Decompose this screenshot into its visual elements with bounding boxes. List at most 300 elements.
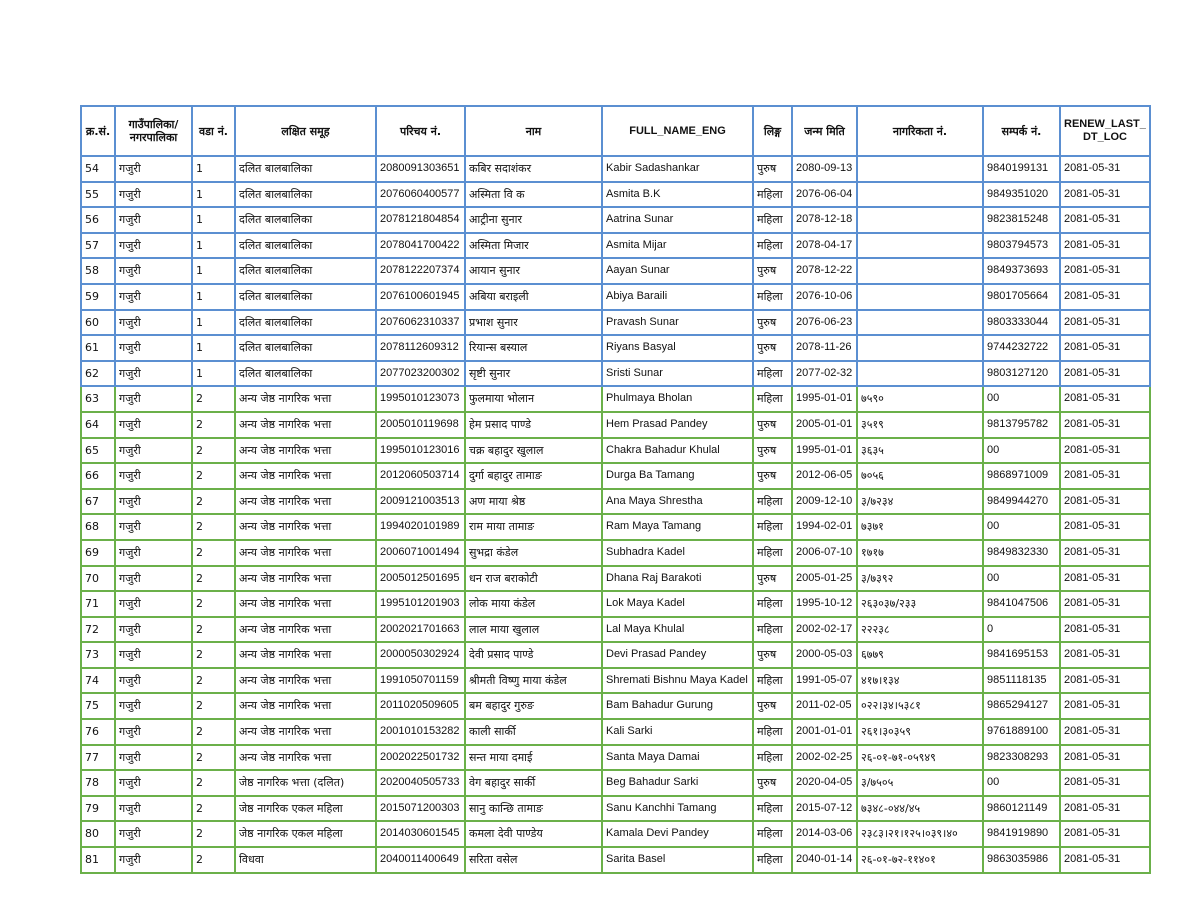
cell-name: अबिया बराइली: [465, 284, 602, 310]
cell-full-name-eng: Pravash Sunar: [602, 310, 753, 336]
cell-dob: 2014-03-06: [792, 821, 857, 847]
table-row: [81, 156, 1150, 182]
cell-id-no: 2001010153282: [376, 719, 465, 745]
cell-sn: 59: [81, 284, 115, 310]
table-row: [81, 719, 1150, 745]
cell-gender: महिला: [753, 745, 792, 771]
table-row: [81, 617, 1150, 643]
cell-name: आट्रीना सुनार: [465, 207, 602, 233]
cell-gender: महिला: [753, 540, 792, 566]
cell-full-name-eng: Ram Maya Tamang: [602, 514, 753, 540]
cell-target-group: जेष्ठ नागरिक एकल महिला: [235, 796, 376, 822]
cell-dob: 2078-04-17: [792, 233, 857, 259]
table-row: [81, 438, 1150, 464]
cell-contact-no: 9851118135: [983, 668, 1060, 694]
cell-municipality: गजुरी: [115, 617, 192, 643]
cell-name: काली सार्की: [465, 719, 602, 745]
cell-dob: 2011-02-05: [792, 693, 857, 719]
table-row: [81, 361, 1150, 387]
cell-sn: 80: [81, 821, 115, 847]
cell-name: कबिर सदाशंकर: [465, 156, 602, 182]
cell-full-name-eng: Sarita Basel: [602, 847, 753, 873]
cell-citizenship-no: ३५१९: [857, 412, 983, 438]
cell-citizenship-no: [857, 182, 983, 208]
cell-contact-no: 9863035986: [983, 847, 1060, 873]
cell-contact-no: 9849832330: [983, 540, 1060, 566]
cell-sn: 75: [81, 693, 115, 719]
cell-full-name-eng: Lok Maya Kadel: [602, 591, 753, 617]
cell-dob: 2012-06-05: [792, 463, 857, 489]
cell-id-no: 2005010119698: [376, 412, 465, 438]
cell-municipality: गजुरी: [115, 438, 192, 464]
cell-full-name-eng: Kali Sarki: [602, 719, 753, 745]
cell-gender: पुरुष: [753, 335, 792, 361]
cell-id-no: 2076060400577: [376, 182, 465, 208]
cell-full-name-eng: Dhana Raj Barakoti: [602, 566, 753, 592]
cell-ward: 1: [192, 182, 235, 208]
cell-full-name-eng: Lal Maya Khulal: [602, 617, 753, 643]
cell-citizenship-no: २६-०१-७१-०५९४९: [857, 745, 983, 771]
cell-sn: 70: [81, 566, 115, 592]
cell-sn: 74: [81, 668, 115, 694]
cell-contact-no: 00: [983, 514, 1060, 540]
cell-citizenship-no: [857, 258, 983, 284]
cell-full-name-eng: Bam Bahadur Gurung: [602, 693, 753, 719]
cell-dob: 2076-06-23: [792, 310, 857, 336]
cell-name: आयान सुनार: [465, 258, 602, 284]
cell-full-name-eng: Kamala Devi Pandey: [602, 821, 753, 847]
table-row: [81, 668, 1150, 694]
cell-name: लाल माया खुलाल: [465, 617, 602, 643]
col-header-sn: क्र.सं.: [81, 106, 115, 156]
cell-renew-date: 2081-05-31: [1060, 796, 1150, 822]
cell-name: लोक माया कंडेल: [465, 591, 602, 617]
cell-sn: 68: [81, 514, 115, 540]
cell-gender: पुरुष: [753, 642, 792, 668]
cell-gender: पुरुष: [753, 566, 792, 592]
cell-dob: 2006-07-10: [792, 540, 857, 566]
table-row: [81, 591, 1150, 617]
cell-gender: महिला: [753, 182, 792, 208]
cell-name: अस्मिता मिजार: [465, 233, 602, 259]
cell-gender: पुरुष: [753, 693, 792, 719]
cell-municipality: गजुरी: [115, 745, 192, 771]
cell-citizenship-no: [857, 361, 983, 387]
cell-target-group: अन्य जेष्ठ नागरिक भत्ता: [235, 463, 376, 489]
cell-citizenship-no: [857, 207, 983, 233]
cell-sn: 55: [81, 182, 115, 208]
cell-sn: 63: [81, 386, 115, 412]
cell-id-no: 2012060503714: [376, 463, 465, 489]
cell-ward: 2: [192, 642, 235, 668]
cell-ward: 2: [192, 489, 235, 515]
cell-full-name-eng: Hem Prasad Pandey: [602, 412, 753, 438]
cell-municipality: गजुरी: [115, 335, 192, 361]
cell-sn: 67: [81, 489, 115, 515]
cell-renew-date: 2081-05-31: [1060, 540, 1150, 566]
cell-municipality: गजुरी: [115, 156, 192, 182]
cell-contact-no: 9849351020: [983, 182, 1060, 208]
cell-renew-date: 2081-05-31: [1060, 335, 1150, 361]
cell-full-name-eng: Shremati Bishnu Maya Kadel: [602, 668, 753, 694]
cell-municipality: गजुरी: [115, 591, 192, 617]
cell-gender: महिला: [753, 821, 792, 847]
cell-gender: पुरुष: [753, 463, 792, 489]
cell-id-no: 2076062310337: [376, 310, 465, 336]
cell-renew-date: 2081-05-31: [1060, 719, 1150, 745]
cell-gender: महिला: [753, 207, 792, 233]
cell-id-no: 2002021701663: [376, 617, 465, 643]
cell-contact-no: 9868971009: [983, 463, 1060, 489]
cell-citizenship-no: ६७७९: [857, 642, 983, 668]
cell-id-no: 1995010123016: [376, 438, 465, 464]
cell-sn: 66: [81, 463, 115, 489]
cell-id-no: 2077023200302: [376, 361, 465, 387]
cell-dob: 2080-09-13: [792, 156, 857, 182]
cell-id-no: 2009121003513: [376, 489, 465, 515]
cell-gender: पुरुष: [753, 438, 792, 464]
cell-ward: 2: [192, 591, 235, 617]
cell-renew-date: 2081-05-31: [1060, 438, 1150, 464]
cell-full-name-eng: Beg Bahadur Sarki: [602, 770, 753, 796]
cell-ward: 2: [192, 514, 235, 540]
cell-name: राम माया तामाङ: [465, 514, 602, 540]
cell-contact-no: 9849944270: [983, 489, 1060, 515]
col-header-dob: जन्म मिति: [792, 106, 857, 156]
cell-municipality: गजुरी: [115, 668, 192, 694]
cell-citizenship-no: [857, 284, 983, 310]
cell-full-name-eng: Santa Maya Damai: [602, 745, 753, 771]
cell-id-no: 2015071200303: [376, 796, 465, 822]
table-row: [81, 745, 1150, 771]
cell-renew-date: 2081-05-31: [1060, 182, 1150, 208]
cell-name: कमला देवी पाण्डेय: [465, 821, 602, 847]
cell-municipality: गजुरी: [115, 847, 192, 873]
cell-name: वेग बहादुर सार्की: [465, 770, 602, 796]
cell-citizenship-no: ७३७१: [857, 514, 983, 540]
cell-citizenship-no: १७१७: [857, 540, 983, 566]
cell-name: धन राज बराकोटी: [465, 566, 602, 592]
cell-contact-no: 9823815248: [983, 207, 1060, 233]
cell-citizenship-no: २६१।३०३५९: [857, 719, 983, 745]
col-header-municipality: गाउँपालिका/ नगरपालिका: [115, 106, 192, 156]
cell-name: सन्त माया दमाई: [465, 745, 602, 771]
cell-target-group: अन्य जेष्ठ नागरिक भत्ता: [235, 514, 376, 540]
cell-target-group: दलित बालबालिका: [235, 207, 376, 233]
table-row: [81, 412, 1150, 438]
cell-target-group: अन्य जेष्ठ नागरिक भत्ता: [235, 540, 376, 566]
cell-full-name-eng: Abiya Baraili: [602, 284, 753, 310]
cell-contact-no: 9841919890: [983, 821, 1060, 847]
cell-renew-date: 2081-05-31: [1060, 617, 1150, 643]
cell-dob: 1995-10-12: [792, 591, 857, 617]
cell-gender: महिला: [753, 514, 792, 540]
cell-target-group: अन्य जेष्ठ नागरिक भत्ता: [235, 642, 376, 668]
cell-gender: पुरुष: [753, 310, 792, 336]
cell-dob: 2078-12-18: [792, 207, 857, 233]
cell-ward: 2: [192, 463, 235, 489]
header-row: [81, 106, 1150, 156]
cell-municipality: गजुरी: [115, 412, 192, 438]
cell-sn: 65: [81, 438, 115, 464]
cell-renew-date: 2081-05-31: [1060, 514, 1150, 540]
cell-id-no: 2078121804854: [376, 207, 465, 233]
cell-gender: महिला: [753, 386, 792, 412]
cell-target-group: अन्य जेष्ठ नागरिक भत्ता: [235, 386, 376, 412]
cell-id-no: 2014030601545: [376, 821, 465, 847]
table-row: [81, 847, 1150, 873]
cell-id-no: 2006071001494: [376, 540, 465, 566]
cell-citizenship-no: ३/७३९२: [857, 566, 983, 592]
cell-municipality: गजुरी: [115, 566, 192, 592]
cell-municipality: गजुरी: [115, 310, 192, 336]
cell-contact-no: 9865294127: [983, 693, 1060, 719]
cell-contact-no: 9801705664: [983, 284, 1060, 310]
cell-renew-date: 2081-05-31: [1060, 693, 1150, 719]
cell-dob: 1994-02-01: [792, 514, 857, 540]
cell-target-group: जेष्ठ नागरिक भत्ता (दलित): [235, 770, 376, 796]
cell-ward: 2: [192, 668, 235, 694]
table-row: [81, 566, 1150, 592]
table-row: [81, 693, 1150, 719]
cell-dob: 2005-01-25: [792, 566, 857, 592]
cell-name: फुलमाया भोलान: [465, 386, 602, 412]
cell-target-group: दलित बालबालिका: [235, 233, 376, 259]
cell-gender: पुरुष: [753, 258, 792, 284]
cell-renew-date: 2081-05-31: [1060, 847, 1150, 873]
cell-target-group: दलित बालबालिका: [235, 156, 376, 182]
cell-target-group: दलित बालबालिका: [235, 182, 376, 208]
table-row: [81, 463, 1150, 489]
cell-sn: 64: [81, 412, 115, 438]
cell-dob: 2009-12-10: [792, 489, 857, 515]
cell-full-name-eng: Ana Maya Shrestha: [602, 489, 753, 515]
cell-id-no: 1991050701159: [376, 668, 465, 694]
cell-full-name-eng: Durga Ba Tamang: [602, 463, 753, 489]
cell-ward: 1: [192, 310, 235, 336]
cell-id-no: 2078041700422: [376, 233, 465, 259]
cell-sn: 73: [81, 642, 115, 668]
cell-name: चक्र बहादुर खुलाल: [465, 438, 602, 464]
cell-contact-no: 9841695153: [983, 642, 1060, 668]
cell-full-name-eng: Subhadra Kadel: [602, 540, 753, 566]
cell-ward: 2: [192, 438, 235, 464]
cell-citizenship-no: २६३०३७/२३३: [857, 591, 983, 617]
cell-ward: 2: [192, 617, 235, 643]
cell-citizenship-no: ३/७२३४: [857, 489, 983, 515]
cell-citizenship-no: २३८३।२१।१२५।०३९।४०: [857, 821, 983, 847]
table-row: [81, 207, 1150, 233]
cell-full-name-eng: Kabir Sadashankar: [602, 156, 753, 182]
cell-ward: 2: [192, 796, 235, 822]
cell-municipality: गजुरी: [115, 233, 192, 259]
cell-contact-no: 9803794573: [983, 233, 1060, 259]
cell-dob: 2076-10-06: [792, 284, 857, 310]
cell-sn: 72: [81, 617, 115, 643]
cell-sn: 69: [81, 540, 115, 566]
cell-gender: महिला: [753, 719, 792, 745]
cell-dob: 2002-02-17: [792, 617, 857, 643]
cell-id-no: 2002022501732: [376, 745, 465, 771]
cell-contact-no: 9841047506: [983, 591, 1060, 617]
col-header-gender: लिङ्ग: [753, 106, 792, 156]
cell-citizenship-no: ७५९०: [857, 386, 983, 412]
cell-sn: 81: [81, 847, 115, 873]
cell-ward: 2: [192, 693, 235, 719]
cell-target-group: अन्य जेष्ठ नागरिक भत्ता: [235, 412, 376, 438]
cell-name: सुभद्रा कंडेल: [465, 540, 602, 566]
cell-gender: महिला: [753, 284, 792, 310]
cell-dob: 2040-01-14: [792, 847, 857, 873]
cell-renew-date: 2081-05-31: [1060, 489, 1150, 515]
cell-dob: 1991-05-07: [792, 668, 857, 694]
cell-full-name-eng: Asmita Mijar: [602, 233, 753, 259]
cell-renew-date: 2081-05-31: [1060, 591, 1150, 617]
cell-name: सरिता वसेल: [465, 847, 602, 873]
cell-id-no: 1994020101989: [376, 514, 465, 540]
cell-contact-no: 9840199131: [983, 156, 1060, 182]
cell-contact-no: 9803333044: [983, 310, 1060, 336]
cell-renew-date: 2081-05-31: [1060, 566, 1150, 592]
cell-dob: 2078-11-26: [792, 335, 857, 361]
cell-citizenship-no: २२२३८: [857, 617, 983, 643]
cell-sn: 71: [81, 591, 115, 617]
cell-dob: 1995-01-01: [792, 386, 857, 412]
cell-renew-date: 2081-05-31: [1060, 233, 1150, 259]
table-row: [81, 258, 1150, 284]
cell-gender: महिला: [753, 668, 792, 694]
cell-sn: 62: [81, 361, 115, 387]
cell-target-group: अन्य जेष्ठ नागरिक भत्ता: [235, 489, 376, 515]
table-row: [81, 514, 1150, 540]
cell-target-group: अन्य जेष्ठ नागरिक भत्ता: [235, 617, 376, 643]
cell-target-group: दलित बालबालिका: [235, 310, 376, 336]
cell-municipality: गजुरी: [115, 489, 192, 515]
cell-target-group: अन्य जेष्ठ नागरिक भत्ता: [235, 693, 376, 719]
table-row: [81, 233, 1150, 259]
cell-contact-no: 9813795782: [983, 412, 1060, 438]
cell-target-group: अन्य जेष्ठ नागरिक भत्ता: [235, 719, 376, 745]
cell-sn: 61: [81, 335, 115, 361]
cell-dob: 2077-02-32: [792, 361, 857, 387]
cell-renew-date: 2081-05-31: [1060, 770, 1150, 796]
cell-renew-date: 2081-05-31: [1060, 745, 1150, 771]
cell-municipality: गजुरी: [115, 693, 192, 719]
cell-renew-date: 2081-05-31: [1060, 386, 1150, 412]
cell-municipality: गजुरी: [115, 258, 192, 284]
cell-name: रियान्स बस्याल: [465, 335, 602, 361]
cell-municipality: गजुरी: [115, 207, 192, 233]
cell-name: श्रीमती विष्णु माया कंडेल: [465, 668, 602, 694]
cell-renew-date: 2081-05-31: [1060, 207, 1150, 233]
cell-municipality: गजुरी: [115, 361, 192, 387]
cell-name: सृष्टी सुनार: [465, 361, 602, 387]
cell-municipality: गजुरी: [115, 821, 192, 847]
cell-ward: 2: [192, 745, 235, 771]
cell-contact-no: 00: [983, 438, 1060, 464]
cell-renew-date: 2081-05-31: [1060, 463, 1150, 489]
cell-municipality: गजुरी: [115, 540, 192, 566]
cell-id-no: 2078122207374: [376, 258, 465, 284]
cell-ward: 2: [192, 540, 235, 566]
cell-renew-date: 2081-05-31: [1060, 361, 1150, 387]
cell-gender: महिला: [753, 617, 792, 643]
cell-id-no: 2078112609312: [376, 335, 465, 361]
cell-sn: 60: [81, 310, 115, 336]
cell-dob: 2000-05-03: [792, 642, 857, 668]
table-row: [81, 770, 1150, 796]
cell-gender: महिला: [753, 847, 792, 873]
beneficiary-table: [80, 105, 1151, 874]
cell-ward: 2: [192, 386, 235, 412]
cell-name: हेम प्रसाद पाण्डे: [465, 412, 602, 438]
cell-renew-date: 2081-05-31: [1060, 668, 1150, 694]
cell-gender: महिला: [753, 233, 792, 259]
col-header-target-group: लक्षित समूह: [235, 106, 376, 156]
cell-renew-date: 2081-05-31: [1060, 310, 1150, 336]
cell-sn: 56: [81, 207, 115, 233]
cell-ward: 2: [192, 719, 235, 745]
col-header-name: नाम: [465, 106, 602, 156]
table-row: [81, 335, 1150, 361]
cell-gender: महिला: [753, 489, 792, 515]
cell-sn: 78: [81, 770, 115, 796]
cell-name: सानु कान्छि तामाङ: [465, 796, 602, 822]
cell-name: अस्मिता वि क: [465, 182, 602, 208]
cell-full-name-eng: Phulmaya Bholan: [602, 386, 753, 412]
cell-ward: 2: [192, 847, 235, 873]
cell-gender: पुरुष: [753, 770, 792, 796]
cell-target-group: विधवा: [235, 847, 376, 873]
table-row: [81, 821, 1150, 847]
cell-ward: 2: [192, 566, 235, 592]
cell-ward: 1: [192, 156, 235, 182]
cell-contact-no: 9761889100: [983, 719, 1060, 745]
cell-target-group: अन्य जेष्ठ नागरिक भत्ता: [235, 745, 376, 771]
table-row: [81, 310, 1150, 336]
cell-id-no: 1995010123073: [376, 386, 465, 412]
cell-full-name-eng: Aayan Sunar: [602, 258, 753, 284]
cell-renew-date: 2081-05-31: [1060, 258, 1150, 284]
cell-municipality: गजुरी: [115, 463, 192, 489]
cell-name: अण माया श्रेष्ठ: [465, 489, 602, 515]
cell-ward: 2: [192, 770, 235, 796]
cell-citizenship-no: ३/७५०५: [857, 770, 983, 796]
cell-full-name-eng: Chakra Bahadur Khulal: [602, 438, 753, 464]
cell-municipality: गजुरी: [115, 719, 192, 745]
cell-citizenship-no: [857, 233, 983, 259]
cell-dob: 2005-01-01: [792, 412, 857, 438]
cell-full-name-eng: Riyans Basyal: [602, 335, 753, 361]
cell-id-no: 2005012501695: [376, 566, 465, 592]
cell-target-group: दलित बालबालिका: [235, 361, 376, 387]
col-header-full-name-eng: FULL_NAME_ENG: [602, 106, 753, 156]
col-header-ward: वडा नं.: [192, 106, 235, 156]
cell-gender: महिला: [753, 796, 792, 822]
cell-renew-date: 2081-05-31: [1060, 642, 1150, 668]
table-row: [81, 386, 1150, 412]
cell-contact-no: 00: [983, 386, 1060, 412]
cell-ward: 1: [192, 258, 235, 284]
col-header-contact-no: सम्पर्क नं.: [983, 106, 1060, 156]
col-header-citizenship-no: नागरिकता नं.: [857, 106, 983, 156]
cell-citizenship-no: ७३४८-०४४/४५: [857, 796, 983, 822]
cell-dob: 2020-04-05: [792, 770, 857, 796]
cell-target-group: दलित बालबालिका: [235, 258, 376, 284]
cell-contact-no: 9823308293: [983, 745, 1060, 771]
table-row: [81, 642, 1150, 668]
table-row: [81, 489, 1150, 515]
